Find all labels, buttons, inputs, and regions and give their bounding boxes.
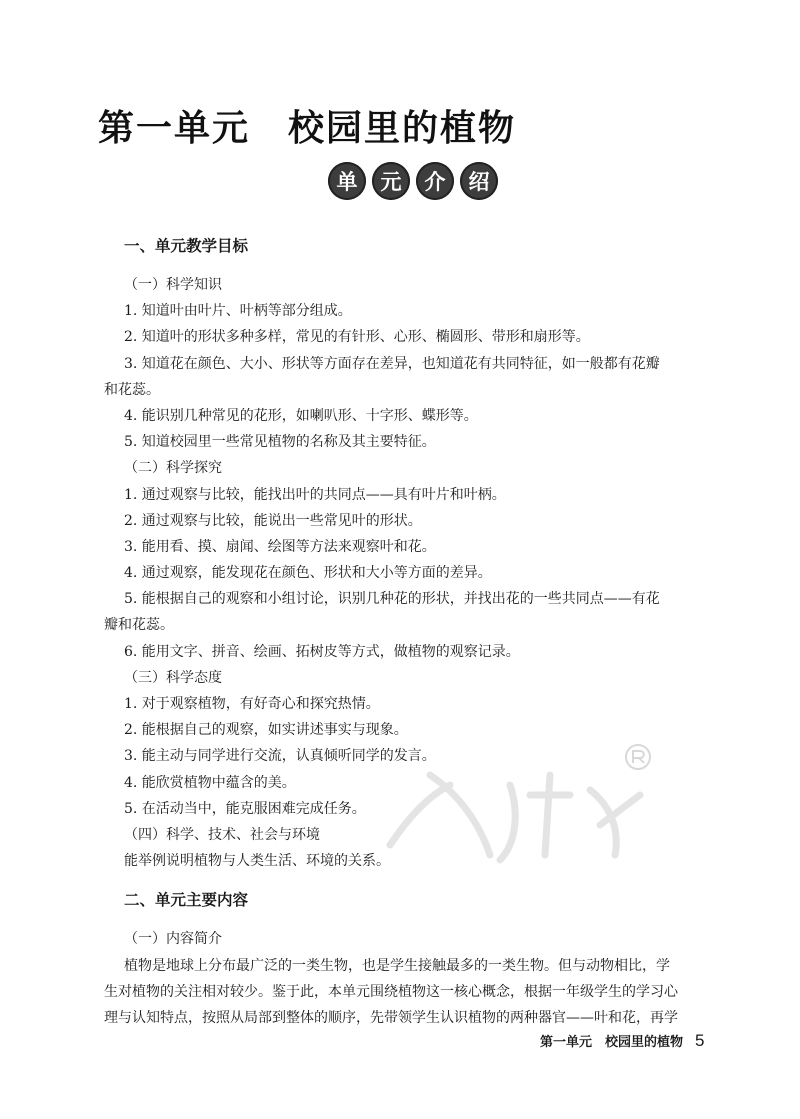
running-footer [540,1031,704,1051]
list-item: 5. 知道校园里一些常见植物的名称及其主要特征。 [124,434,436,451]
banner-badge: 绍 [460,162,498,200]
banner-badge: 元 [372,162,410,200]
paragraph-line: 能举例说明植物与人类生活、环境的关系。 [124,853,390,870]
list-item: 4. 能识别几种常见的花形，如喇叭形、十字形、蝶形等。 [124,407,478,424]
list-item: 1. 对于观察植物，有好奇心和探究热情。 [124,696,380,712]
list-item: 2. 通过观察与比较，能说出一些常见叶的形状。 [124,512,422,529]
section-heading: 一、单元教学目标 [124,237,249,255]
subsection-heading: （四）科学、技术、社会与环境 [124,826,320,843]
list-item: 5. 在活动当中，能克服困难完成任务。 [124,800,366,817]
list-item-continuation: 瓣和花蕊。 [104,617,174,634]
list-item: 3. 能主动与同学进行交流，认真倾听同学的发言。 [124,748,436,765]
list-item: 4. 能欣赏植物中蕴含的美。 [124,774,296,791]
unit-title: 第一单元 校园里的植物 [98,108,517,149]
section-banner [328,162,498,200]
subsection-heading: （二）科学探究 [124,460,222,477]
paragraph-line: 植物是地球上分布最广泛的一类生物，也是学生接触最多的一类生物。但与动物相比，学 [124,957,670,974]
list-item: 5. 能根据自己的观察和小组讨论，识别几种花的形状，并找出花的一些共同点——有花 [124,591,660,608]
list-item: 3. 知道花在颜色、大小、形状等方面存在差异，也知道花有共同特征，如一般都有花瓣 [124,355,660,372]
section-heading: 二、单元主要内容 [124,891,249,910]
subsection-heading: （一）内容简介 [124,931,222,948]
list-item: 1. 知道叶由叶片、叶柄等部分组成。 [124,303,352,320]
list-item: 3. 能用看、摸、扇闻、绘图等方法来观察叶和花。 [124,538,436,555]
list-item: 1. 通过观察与比较，能找出叶的共同点——具有叶片和叶柄。 [124,486,506,503]
body-content [104,232,734,1031]
list-item: 4. 通过观察，能发现花在颜色、形状和大小等方面的差异。 [124,565,492,582]
page-number: 5 [695,1031,705,1050]
list-item: 6. 能用文字、拼音、绘画、拓树皮等方式，做植物的观察记录。 [124,643,520,660]
banner-badge: 单 [328,162,366,200]
subsection-heading: （三）科学态度 [124,669,222,686]
list-item: 2. 知道叶的形状多种多样，常见的有针形、心形、椭圆形、带形和扇形等。 [124,329,590,346]
paragraph-line: 理与认知特点，按照从局部到整体的顺序，先带领学生认识植物的两种器官——叶和花，再学 [104,1009,678,1026]
list-item-continuation: 和花蕊。 [104,381,160,398]
subsection-heading: （一）科学知识 [124,277,222,293]
footer-unit-label: 第一单元 校园里的植物 [540,1035,684,1050]
paragraph-line: 生对植物的关注相对较少。鉴于此，本单元围绕植物这一核心概念，根据一年级学生的学习心 [104,983,678,1000]
publisher-watermark [370,735,670,875]
banner-badge: 介 [416,162,454,200]
list-item: 2. 能根据自己的观察，如实讲述事实与现象。 [124,722,408,739]
